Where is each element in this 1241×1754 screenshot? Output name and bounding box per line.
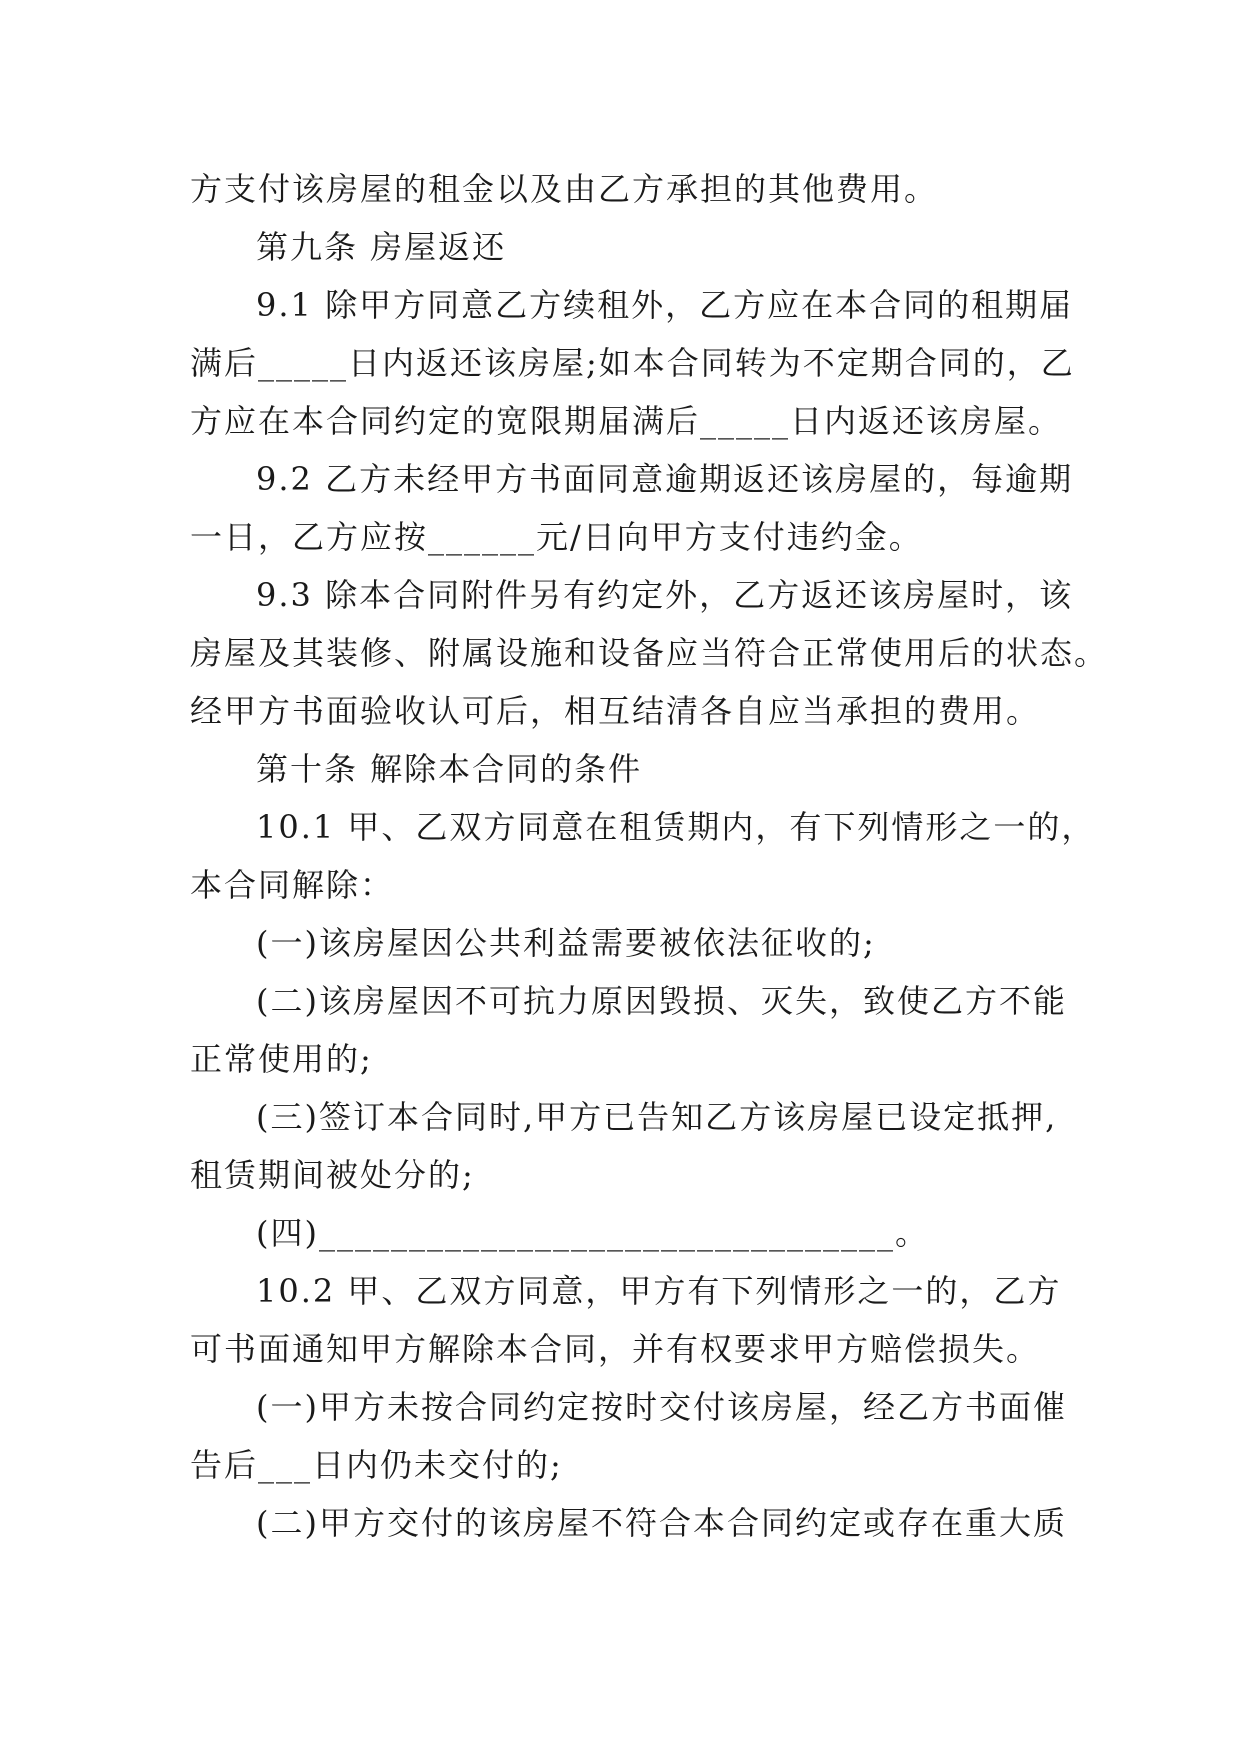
text-line: 满后_____日内返还该房屋;如本合同转为不定期合同的，乙 [190, 344, 1075, 382]
text-line: 一日，乙方应按______元/日向甲方支付违约金。 [190, 518, 923, 556]
text-line: 房屋及其装修、附属设施和设备应当符合正常使用后的状态。 [190, 634, 1109, 672]
text-line: 告后___日内仍未交付的; [190, 1446, 563, 1484]
text-line: 9.3 除本合同附件另有约定外，乙方返还该房屋时，该 [256, 576, 1074, 614]
text-line: 10.2 甲、乙双方同意，甲方有下列情形之一的，乙方 [256, 1272, 1062, 1310]
text-line: 9.2 乙方未经甲方书面同意逾期返还该房屋的，每逾期 [256, 460, 1074, 498]
text-line: (三)签订本合同时,甲方已告知乙方该房屋已设定抵押, [256, 1098, 1058, 1136]
text-line: (四)________________________________。 [256, 1214, 929, 1252]
text-line: 租赁期间被处分的; [190, 1156, 475, 1194]
contract-text [190, 160, 1109, 1552]
text-line: (一)该房屋因公共利益需要被依法征收的; [256, 924, 876, 962]
text-line: (一)甲方未按合同约定按时交付该房屋，经乙方书面催 [256, 1388, 1067, 1426]
text-line: 可书面通知甲方解除本合同，并有权要求甲方赔偿损失。 [190, 1330, 1041, 1368]
text-line: 10.1 甲、乙双方同意在租赁期内，有下列情形之一的， [256, 808, 1096, 846]
text-line: 正常使用的; [190, 1040, 373, 1078]
text-line: 方支付该房屋的租金以及由乙方承担的其他费用。 [190, 170, 939, 208]
text-line: 9.1 除甲方同意乙方续租外，乙方应在本合同的租期届 [256, 286, 1074, 324]
text-line: 第九条 房屋返还 [256, 228, 507, 266]
text-line: 方应在本合同约定的宽限期届满后_____日内返还该房屋。 [190, 402, 1063, 440]
text-line: (二)甲方交付的该房屋不符合本合同约定或存在重大质 [256, 1504, 1067, 1542]
text-line: 经甲方书面验收认可后，相互结清各自应当承担的费用。 [190, 692, 1041, 730]
text-line: 本合同解除： [190, 866, 395, 904]
text-line: 第十条 解除本合同的条件 [256, 750, 643, 788]
text-line: (二)该房屋因不可抗力原因毁损、灭失，致使乙方不能 [256, 982, 1067, 1020]
